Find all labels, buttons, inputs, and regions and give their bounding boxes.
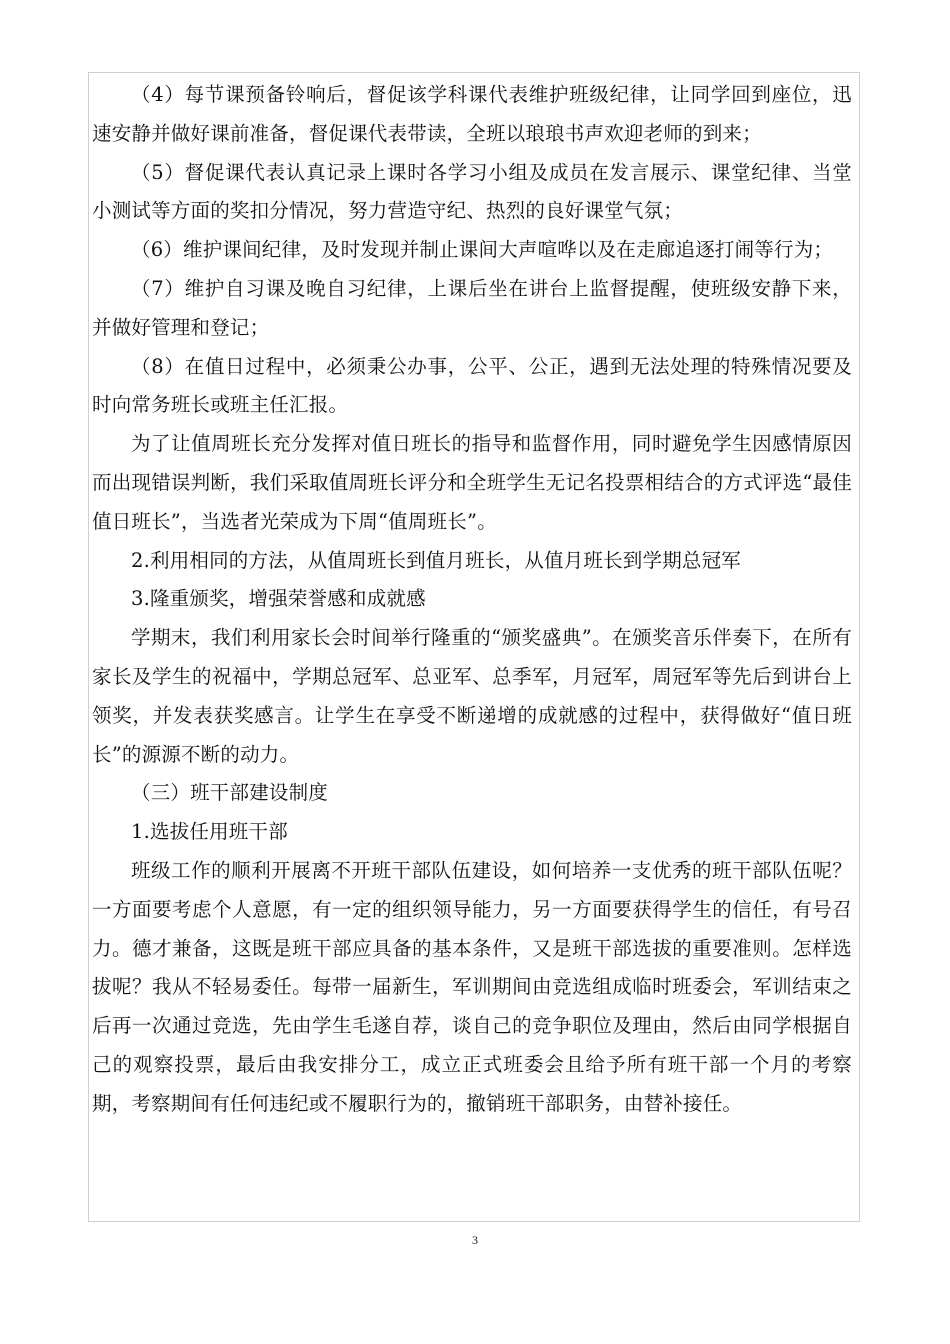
paragraph-item-4: （4）每节课预备铃响后，督促该学科课代表维护班级纪律，让同学回到座位，迅速安静并做好课前准备，督促课代表带读，全班以琅琅书声欢迎老师的到来； [92,83,852,145]
paragraph-item-6: （6）维护课间纪律，及时发现并制止课间大声喧哗以及在走廊追逐打闹等行为； [131,238,834,262]
section-heading-3: （三）班干部建设制度 [131,781,329,805]
paragraph-item-5: （5）督促课代表认真记录上课时各学习小组及成员在发言展示、课堂纪律、当堂小测试等方面的奖扣分情况，努力营造守纪、热烈的良好课堂气氛； [92,160,852,223]
paragraph-point-2: 2.利用相同的方法，从值周班长到值月班长，从值月班长到学期总冠军 [131,548,742,572]
paragraph-item-7: （7）维护自习课及晚自习纪律，上课后坐在讲台上监督提醒，使班级安静下来，并做好管理和登记； [92,276,852,339]
paragraph-award-ceremony: 学期末，我们利用家长会时间举行隆重的“颁奖盛典”。在颁奖音乐伴奏下，在所有家长及学生的祝福中，学期总冠军、总亚军、总季军，月冠军，周冠军等先后到讲台上领奖，并发表获奖感言。让学生在享受不断递增的成就感的过程中，获得做好“值日班长”的源源不断的动力。 [92,626,852,766]
page-number: 3 [472,1233,478,1247]
document-body [92,76,852,1124]
paragraph-weekly-monitor: 为了让值周班长充分发挥对值日班长的指导和监督作用，同时避免学生因感情原因而出现错误判断，我们采取值周班长评分和全班学生无记名投票相结合的方式评选“最佳值日班长”，当选者光荣成为下周“值周班长”。 [92,432,852,533]
paragraph-point-3: 3.隆重颁奖，增强荣誉感和成就感 [131,587,426,611]
paragraph-cadre-selection: 班级工作的顺利开展离不开班干部队伍建设，如何培养一支优秀的班干部队伍呢？一方面要考虑个人意愿，有一定的组织领导能力，另一方面要获得学生的信任，有号召力。德才兼备，这既是班干部应具备的基本条件，又是班干部选拔的重要准则。怎样选拔呢？我从不轻易委任。每带一届新生，军训期间由竞选组成临时班委会，军训结束之后再一次通过竞选，先由学生毛遂自荐，谈自己的竞争职位及理由，然后由同学根据自己的观察投票，最后由我安排分工，成立正式班委会且给予所有班干部一个月的考察期，考察期间有任何违纪或不履职行为的，撤销班干部职务，由替补接任。 [92,858,852,1115]
subheading-1: 1.选拔任用班干部 [131,820,288,844]
paragraph-item-8: （8）在值日过程中，必须秉公办事，公平、公正，遇到无法处理的特殊情况要及时向常务班长或班主任汇报。 [92,354,852,417]
